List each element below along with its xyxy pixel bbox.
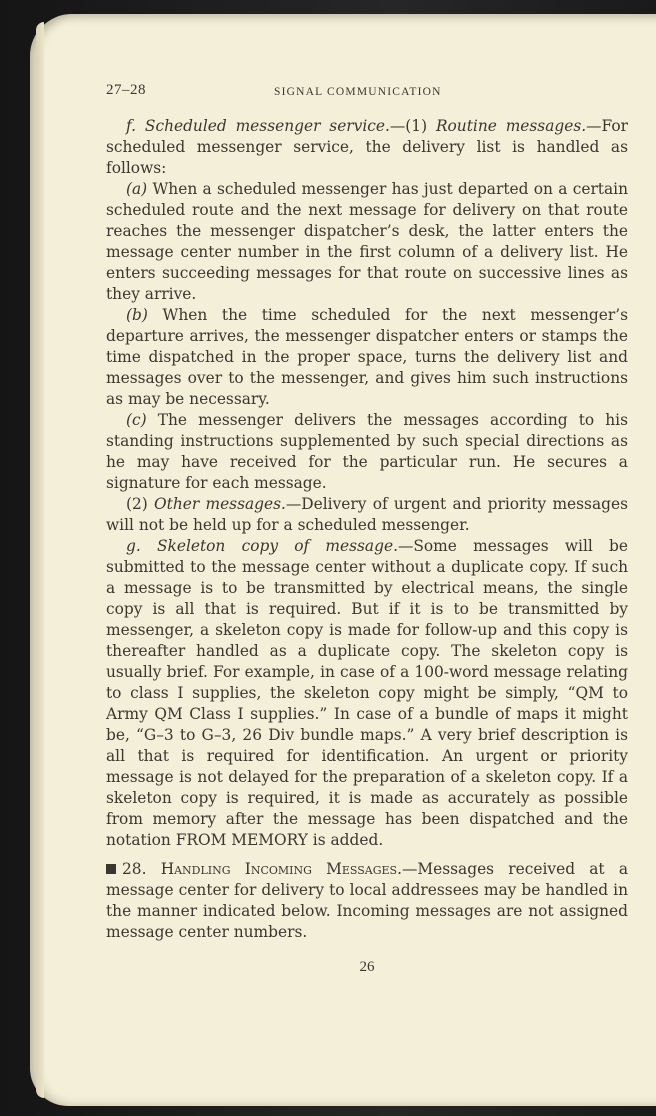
paragraph-f-text: —For scheduled messenger service, the delivery list is handled as follows:: [106, 117, 628, 177]
paragraph-g-label: g. Skeleton copy of message.: [126, 537, 398, 555]
paragraph-b-label: (b): [126, 306, 148, 324]
section-marker-icon: [106, 864, 116, 874]
paragraph-2-label: (2): [126, 495, 155, 513]
paragraph-b-text: When the time scheduled for the next messenger’s departure arrives, the messenger dispatcher enters or stamps the time dispatched in the proper space, turns the delivery list and messages over to the messenger, and gives him such instructions as may be necessary.: [106, 306, 628, 408]
paragraph-f-sublabel: Routine messages.: [435, 117, 587, 135]
section-28-number: 28.: [122, 860, 161, 878]
paragraph-b: [106, 305, 628, 410]
page-content: [106, 80, 628, 978]
section-28: [106, 859, 628, 943]
paragraph-a: [106, 179, 628, 305]
paragraph-range: 27–28: [106, 82, 146, 98]
paragraph-a-label: (a): [126, 180, 148, 198]
paragraph-2-sublabel: Other messages.: [154, 495, 286, 513]
paragraph-2: [106, 494, 628, 536]
page-header: [106, 80, 628, 102]
paragraph-g-text: —Some messages will be submitted to the message center without a duplicate copy. If such a message is to be transmitted by electrical means, the single copy is all that is required. But if it is to be transmitted by messenger, a skeleton copy is made for follow-up and this copy is thereafter handled as a duplicate copy. The skeleton copy is usually brief. For example, in case of a 100-word message relating to class I supplies, the skeleton copy might be simply, “QM to Army QM Class I supplies.” In case of a bundle of maps it might be, “G–3 to G–3, 26 Div bundle maps.” A very brief description is all that is required for identification. An urgent or priority message is not delayed for the preparation of a skeleton copy. If a skeleton copy is required, it is made as accurately as possible from memory after the message has been dispatched and the notation FROM MEMORY is added.: [106, 537, 628, 849]
paragraph-c-label: (c): [126, 411, 147, 429]
paragraph-a-text: When a scheduled messenger has just departed on a certain scheduled route and the next message for delivery on that route reaches the messenger dispatcher’s desk, the latter enters the message center number in the first column of a delivery list. He enters succeeding messages for that route on successive lines as they arrive.: [106, 180, 628, 303]
section-28-text: —Messages received at a message center for delivery to local addressees may be handled in the manner indicated below. Incoming messages are not assigned message center numbers.: [106, 860, 628, 941]
paragraph-f-dash: —(1): [389, 117, 436, 135]
paragraph-f: [106, 116, 628, 179]
section-28-title: Handling Incoming Messages.: [160, 860, 402, 878]
running-title: SIGNAL COMMUNICATION: [274, 86, 442, 98]
page-curl-edge: [36, 22, 44, 1098]
paragraph-2-text: —Delivery of urgent and priority messages will not be held up for a scheduled messenger.: [106, 495, 628, 534]
page-folio: 26: [359, 959, 375, 975]
paragraph-f-label: f. Scheduled messenger service.: [126, 117, 390, 135]
paragraph-c: [106, 410, 628, 494]
paragraph-c-text: The messenger delivers the messages according to his standing instructions supplemented by such special directions as he may have received for the particular run. He secures a signature for each message.: [106, 411, 628, 492]
paragraph-g: [106, 536, 628, 851]
